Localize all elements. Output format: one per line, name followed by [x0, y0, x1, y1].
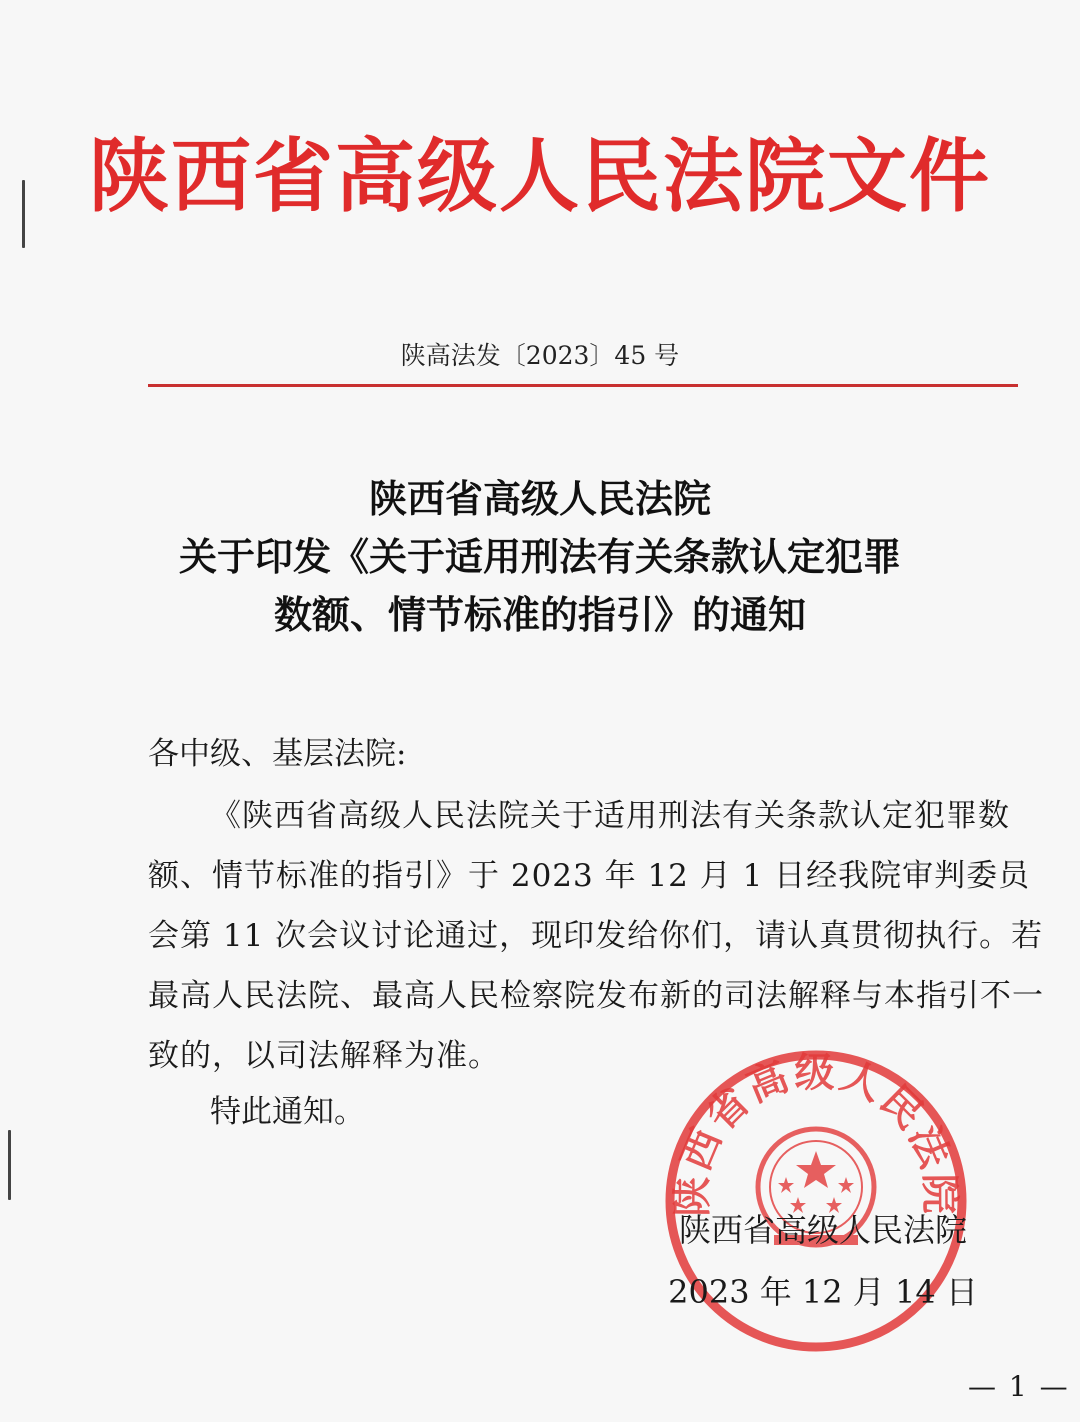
signature-date: 2023 年 12 月 14 日	[668, 1273, 978, 1311]
signature-organization: 陕西省高级人民法院	[678, 1211, 967, 1249]
title-line-2: 关于印发《关于适用刑法有关条款认定犯罪	[178, 535, 901, 579]
header-divider	[148, 384, 1018, 387]
closing-text: 特此通知。	[210, 1094, 365, 1130]
page-number: — 1 —	[968, 1370, 1070, 1403]
title-line-1: 陕西省高级人民法院	[368, 477, 711, 521]
document-header-title: 陕西省高级人民法院文件	[89, 130, 991, 223]
svg-text:陕西省高级人民法院: 陕西省高级人民法院	[669, 1049, 963, 1217]
notice-title	[0, 470, 1080, 644]
title-line-3: 数额、情节标准的指引》的通知	[273, 593, 806, 637]
salutation: 各中级、基层法院:	[148, 736, 407, 772]
body-paragraph: 《陕西省高级人民法院关于适用刑法有关条款认定犯罪数额、情节标准的指引》于 2023 年 12 月 1 日经我院审判委员会第 11 次会议讨论通过，现印发给你们，请认真贯彻执行。若最高人民法院、最高人民检察院发布新的司法解释与本指引不一致的，以司法解释为准。	[148, 798, 1044, 1074]
binding-mark-bottom	[8, 1130, 11, 1200]
document-number: 陕高法发〔2023〕45 号	[400, 341, 680, 370]
